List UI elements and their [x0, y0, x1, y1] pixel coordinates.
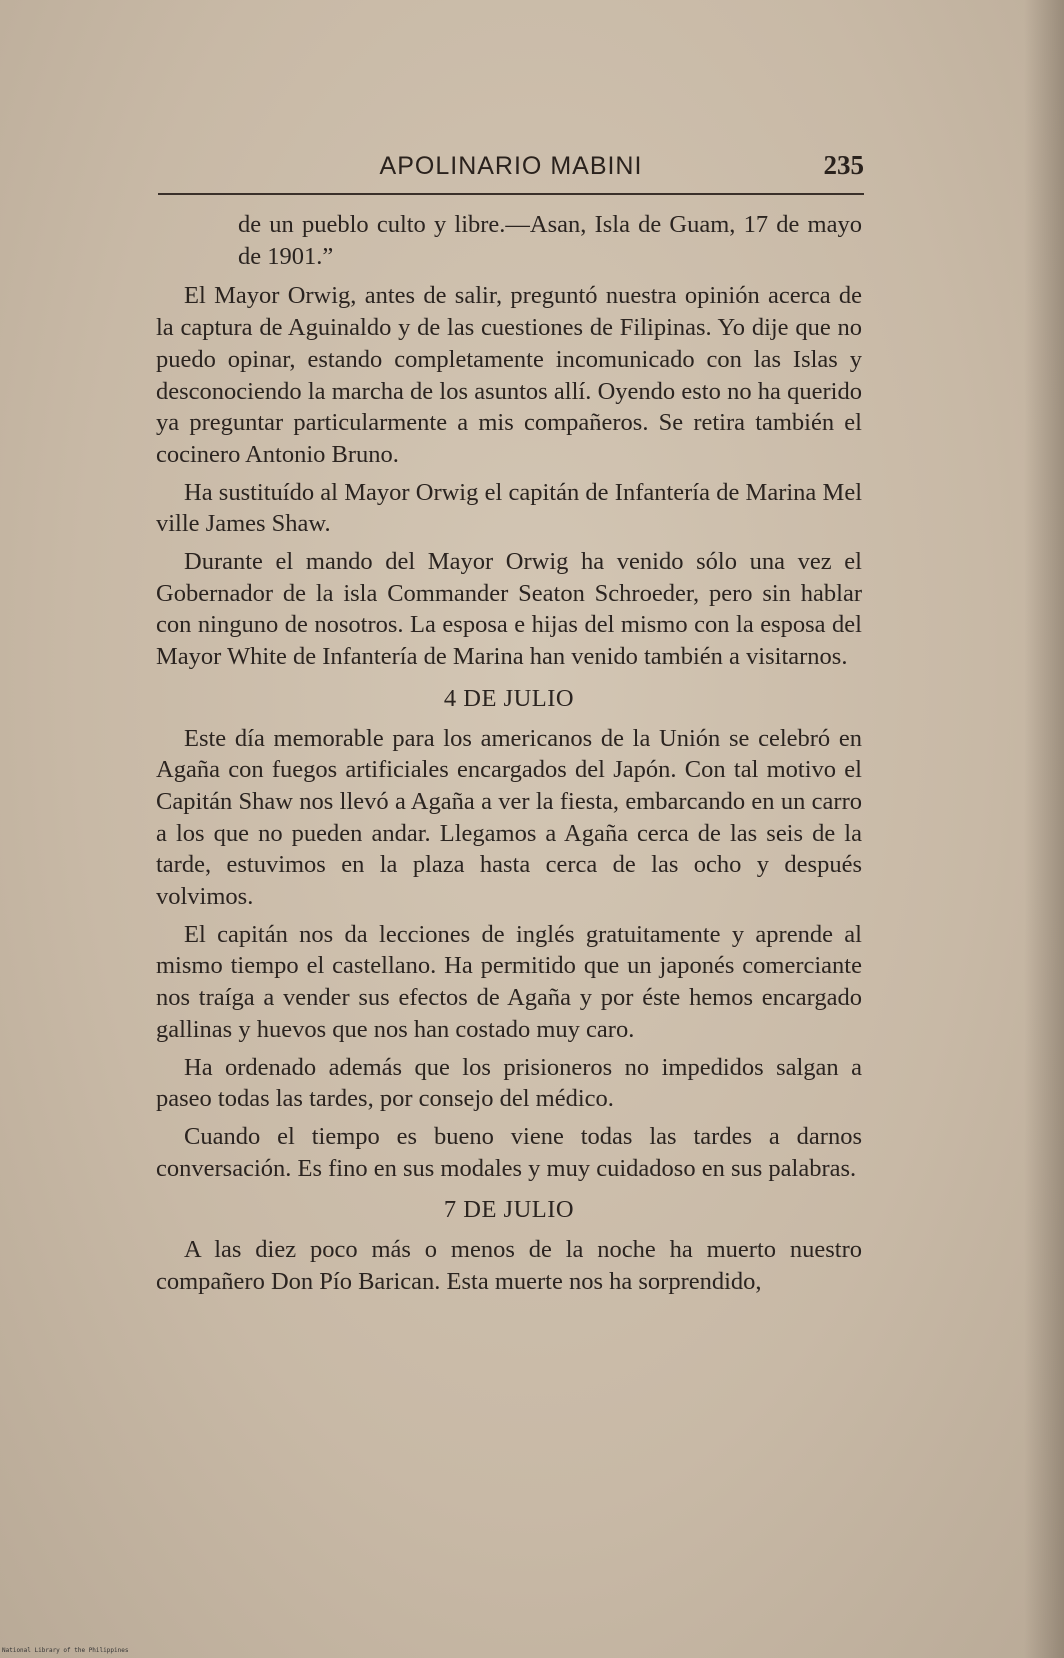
page-header [158, 148, 864, 188]
library-credit: National Library of the Philippines [2, 1647, 129, 1654]
paragraph: Este día memorable para los americanos de la Unión se celebró en Agaña con fuegos artificiales encargados del Japón. Con tal motivo el Capitán Shaw nos llevó a Agaña a ver la fiesta, embarcando en un carro a los que no pueden andar. Llegamos a Agaña cerca de las seis de la tarde, estuvimos en la plaza hasta cerca de las ocho y después volvimos. [156, 724, 862, 911]
header-rule [158, 193, 864, 195]
paragraph: A las diez poco más o menos de la noche ha muerto nuestro compañero Don Pío Barican. Esta muerte nos ha sorprendido, [156, 1236, 862, 1295]
paragraph: Ha sustituído al Mayor Orwig el capitán de Infantería de Marina Mel ville James Shaw. [156, 478, 862, 538]
page-number: 235 [823, 150, 864, 180]
date-heading: 4 DE JULIO [443, 684, 575, 712]
date-heading: 7 DE JULIO [443, 1196, 575, 1224]
paragraph: Cuando el tiempo es bueno viene todas las tardes a darnos conversación. Es fino en sus modales y muy cuidadoso en sus palabras. [156, 1122, 862, 1182]
paragraph: El capitán nos da lecciones de inglés gratuitamente y aprende al mismo tiempo el castellano. Ha permitido que un japonés comerciante nos traíga a vender sus efectos de Agaña y por éste hemos encargado gallinas y huevos que nos han costado muy caro. [156, 920, 862, 1043]
quote-ending: de un pueblo culto y libre.—Asan, Isla de Guam, 17 de mayo de 1901.” [238, 211, 862, 270]
paragraph: Durante el mando del Mayor Orwig ha venido sólo una vez el Gobernador de la isla Commander Seaton Schroeder, pero sin hablar con ninguno de nosotros. La esposa e hijas del mismo con la esposa del Mayor White de Infantería de Marina han venido también a visitarnos. [156, 548, 862, 671]
body-text [156, 209, 862, 1298]
running-head: APOLINARIO MABINI [379, 152, 643, 180]
page-edge-shadow [1024, 0, 1064, 1658]
paragraph: El Mayor Orwig, antes de salir, preguntó nuestra opinión acerca de la captura de Aguinaldo y de las cuestiones de Filipinas. Yo dije que no puedo opinar, estando completamente incomunicado con las Islas y desconociendo la marcha de los asuntos allí. Oyendo esto no ha querido ya preguntar particularmente a mis compañeros. Se retira también el cocinero Antonio Bruno. [156, 282, 862, 468]
paragraph: Ha ordenado además que los prisioneros no impedidos salgan a paseo todas las tardes, por consejo del médico. [156, 1053, 862, 1113]
